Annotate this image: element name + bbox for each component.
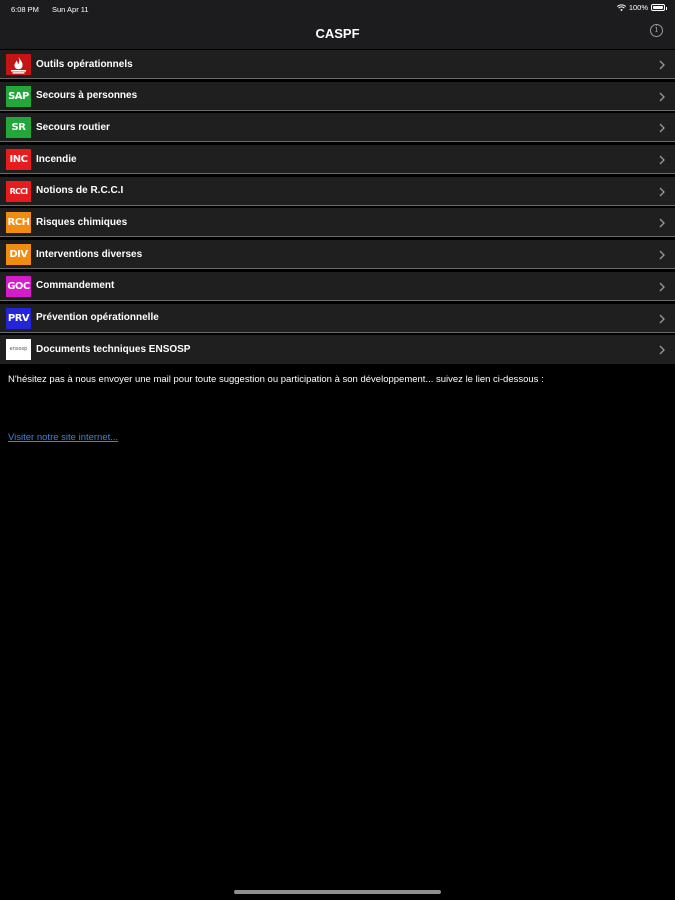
menu-item-label: Secours routier bbox=[36, 121, 110, 133]
menu-list bbox=[0, 50, 675, 364]
chevron-right-icon bbox=[659, 60, 665, 70]
menu-item-label: Outils opérationnels bbox=[36, 58, 133, 70]
menu-item-label: Commandement bbox=[36, 280, 115, 292]
menu-item-incendie[interactable] bbox=[0, 145, 675, 174]
chevron-right-icon bbox=[659, 314, 665, 324]
chevron-right-icon bbox=[659, 282, 665, 292]
chevron-right-icon bbox=[659, 92, 665, 102]
sap-badge-icon: SAP bbox=[6, 86, 31, 107]
menu-item-label: Documents techniques ENSOSP bbox=[36, 343, 191, 355]
flame-icon bbox=[6, 54, 31, 75]
home-indicator[interactable] bbox=[234, 890, 441, 894]
page-title: CASPF bbox=[315, 26, 360, 41]
footer-message: N'hésitez pas à nous envoyer une mail pour toute suggestion ou participation à son développement... suivez le lien ci-dessous : bbox=[8, 374, 544, 385]
status-date: Sun Apr 11 bbox=[52, 5, 89, 14]
inc-badge-icon: INC bbox=[6, 149, 31, 170]
battery-percentage: 100% bbox=[628, 3, 648, 12]
info-icon[interactable]: i bbox=[650, 24, 663, 37]
menu-item-notions-rcci[interactable] bbox=[0, 177, 675, 206]
chevron-right-icon bbox=[659, 155, 665, 165]
sr-badge-icon: SR bbox=[6, 117, 31, 138]
menu-item-risques-chimiques[interactable] bbox=[0, 208, 675, 237]
menu-item-commandement[interactable] bbox=[0, 272, 675, 301]
menu-item-prevention-operationnelle[interactable] bbox=[0, 304, 675, 333]
chevron-right-icon bbox=[659, 123, 665, 133]
status-indicators bbox=[617, 3, 665, 12]
navigation-bar bbox=[0, 18, 675, 49]
chevron-right-icon bbox=[659, 250, 665, 260]
menu-item-outils-operationnels[interactable] bbox=[0, 50, 675, 79]
rcci-badge-icon: RCCI bbox=[6, 181, 31, 202]
chevron-right-icon bbox=[659, 345, 665, 355]
div-badge-icon: DIV bbox=[6, 244, 31, 265]
menu-item-documents-techniques-ensosp[interactable] bbox=[0, 335, 675, 364]
prv-badge-icon: PRV bbox=[6, 308, 31, 329]
status-bar bbox=[0, 0, 675, 18]
status-time: 6:08 PM bbox=[11, 5, 39, 14]
website-link[interactable]: Visiter notre site internet... bbox=[8, 432, 119, 443]
menu-item-interventions-diverses[interactable] bbox=[0, 240, 675, 269]
menu-item-label: Risques chimiques bbox=[36, 216, 128, 228]
menu-item-label: Notions de R.C.C.I bbox=[36, 185, 124, 197]
chevron-right-icon bbox=[659, 187, 665, 197]
goc-badge-icon: GOC bbox=[6, 276, 31, 297]
menu-item-label: Interventions diverses bbox=[36, 248, 143, 260]
menu-item-label: Prévention opérationnelle bbox=[36, 312, 159, 323]
battery-icon bbox=[651, 4, 665, 11]
chevron-right-icon bbox=[659, 218, 665, 228]
wifi-icon bbox=[617, 4, 626, 12]
menu-item-secours-a-personnes[interactable] bbox=[0, 82, 675, 111]
menu-item-secours-routier[interactable] bbox=[0, 113, 675, 142]
menu-item-label: Incendie bbox=[36, 153, 77, 165]
rch-badge-icon: RCH bbox=[6, 212, 31, 233]
ensosp-logo-icon: ensosp bbox=[6, 339, 31, 360]
menu-item-label: Secours à personnes bbox=[36, 90, 138, 102]
